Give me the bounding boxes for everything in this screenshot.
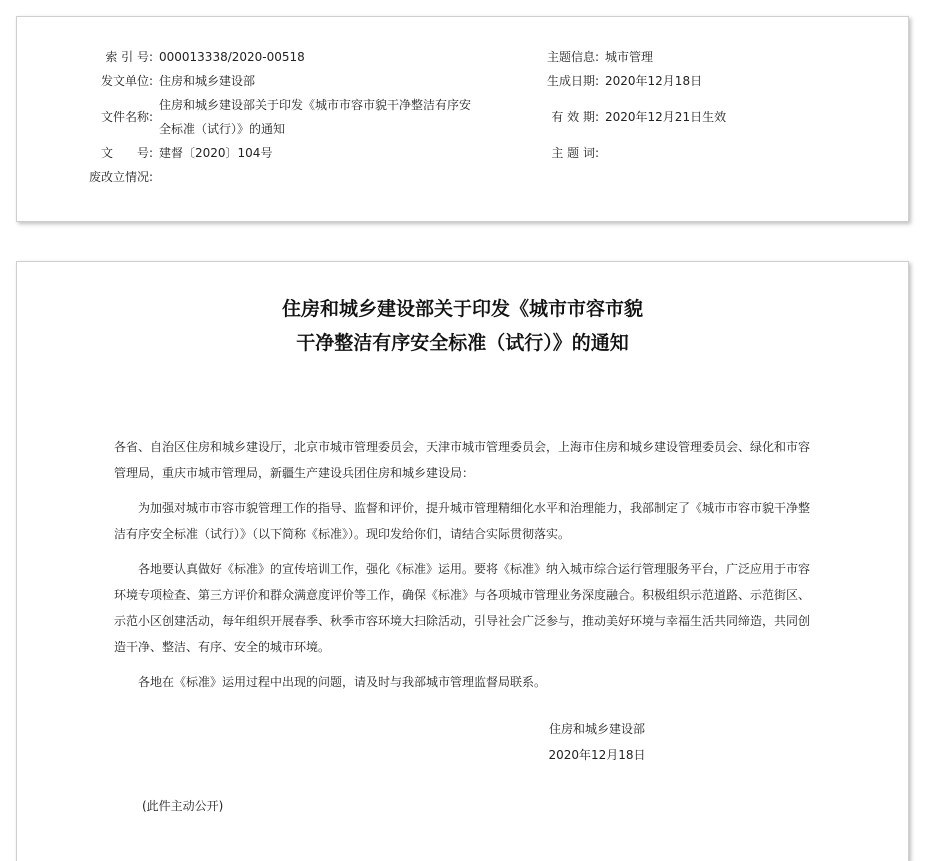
meta-issuer-label: 发文单位:	[100, 74, 153, 88]
meta-issuer	[87, 69, 255, 93]
meta-index-no-label: 索 引 号:	[105, 50, 153, 64]
meta-index-no	[87, 45, 305, 69]
document-title-line-2: 干净整洁有序安全标准（试行）》的通知	[296, 332, 629, 354]
signer-name: 住房和城乡建设部	[548, 722, 645, 736]
meta-created	[533, 69, 702, 93]
meta-topic-label: 主题信息:	[546, 50, 599, 64]
meta-created-value: 2020年12月18日	[605, 74, 703, 88]
meta-index-no-value: 000013338/2020-00518	[159, 50, 305, 64]
document-title-line-1: 住房和城乡建设部关于印发《城市市容市貌	[281, 298, 643, 320]
signature-date: 2020年12月18日	[548, 748, 646, 762]
document-body-card	[16, 261, 909, 861]
meta-repeal	[87, 165, 159, 189]
meta-validity-value: 2020年12月21日生效	[605, 110, 727, 124]
document-title	[17, 292, 908, 360]
meta-topic	[533, 45, 653, 69]
meta-doc-name-label: 文件名称:	[100, 110, 153, 124]
meta-doc-no	[87, 141, 272, 165]
meta-repeal-label: 废改立情况:	[88, 170, 153, 184]
meta-keywords	[533, 141, 605, 165]
meta-created-label: 生成日期:	[546, 74, 599, 88]
meta-doc-no-value: 建督〔2020〕104号	[159, 146, 273, 160]
disclosure-note: (此件主动公开)	[142, 799, 224, 813]
meta-keywords-label: 主 题 词:	[551, 146, 599, 160]
body-paragraph-3: 各地在《标准》运用过程中出现的问题，请及时与我部城市管理监督局联系。	[138, 675, 547, 689]
meta-doc-no-label: 文 号:	[100, 146, 153, 160]
meta-validity-label: 有 效 期:	[551, 110, 599, 124]
meta-doc-name	[87, 93, 479, 141]
body-paragraph-1: 为加强对城市市容市貌管理工作的指导、监督和评价，提升城市管理精细化水平和治理能力，我部制定了《城市市容市貌干净整洁有序安全标准（试行）》（以下简称《标准》）。现印发给你们，请结合实际贯彻落实。	[114, 501, 811, 541]
addressee-paragraph: 各省、自治区住房和城乡建设厅，北京市城市管理委员会，天津市城市管理委员会，上海市住房和城乡建设管理委员会、绿化和市容管理局，重庆市城市管理局，新疆生产建设兵团住房和城乡建设局：	[114, 440, 811, 480]
meta-doc-name-value: 住房和城乡建设部关于印发《城市市容市貌干净整洁有序安全标准（试行）》的通知	[159, 98, 472, 136]
meta-issuer-value: 住房和城乡建设部	[159, 74, 256, 88]
meta-topic-value: 城市管理	[605, 50, 654, 64]
meta-validity	[533, 105, 726, 129]
document-body	[114, 434, 814, 704]
signature-block	[548, 716, 646, 768]
body-paragraph-2: 各地要认真做好《标准》的宣传培训工作，强化《标准》运用。要将《标准》纳入城市综合运行管理服务平台，广泛应用于市容环境专项检查、第三方评价和群众满意度评价等工作，确保《标准》与各项城市管理业务深度融合。积极组织示范道路、示范街区、示范小区创建活动，每年组织开展春季、秋季市容环境大扫除活动，引导社会广泛参与，推动美好环境与幸福生活共同缔造，共同创造干净、整洁、有序、安全的城市环境。	[114, 562, 811, 654]
document-metadata-card	[16, 16, 909, 222]
